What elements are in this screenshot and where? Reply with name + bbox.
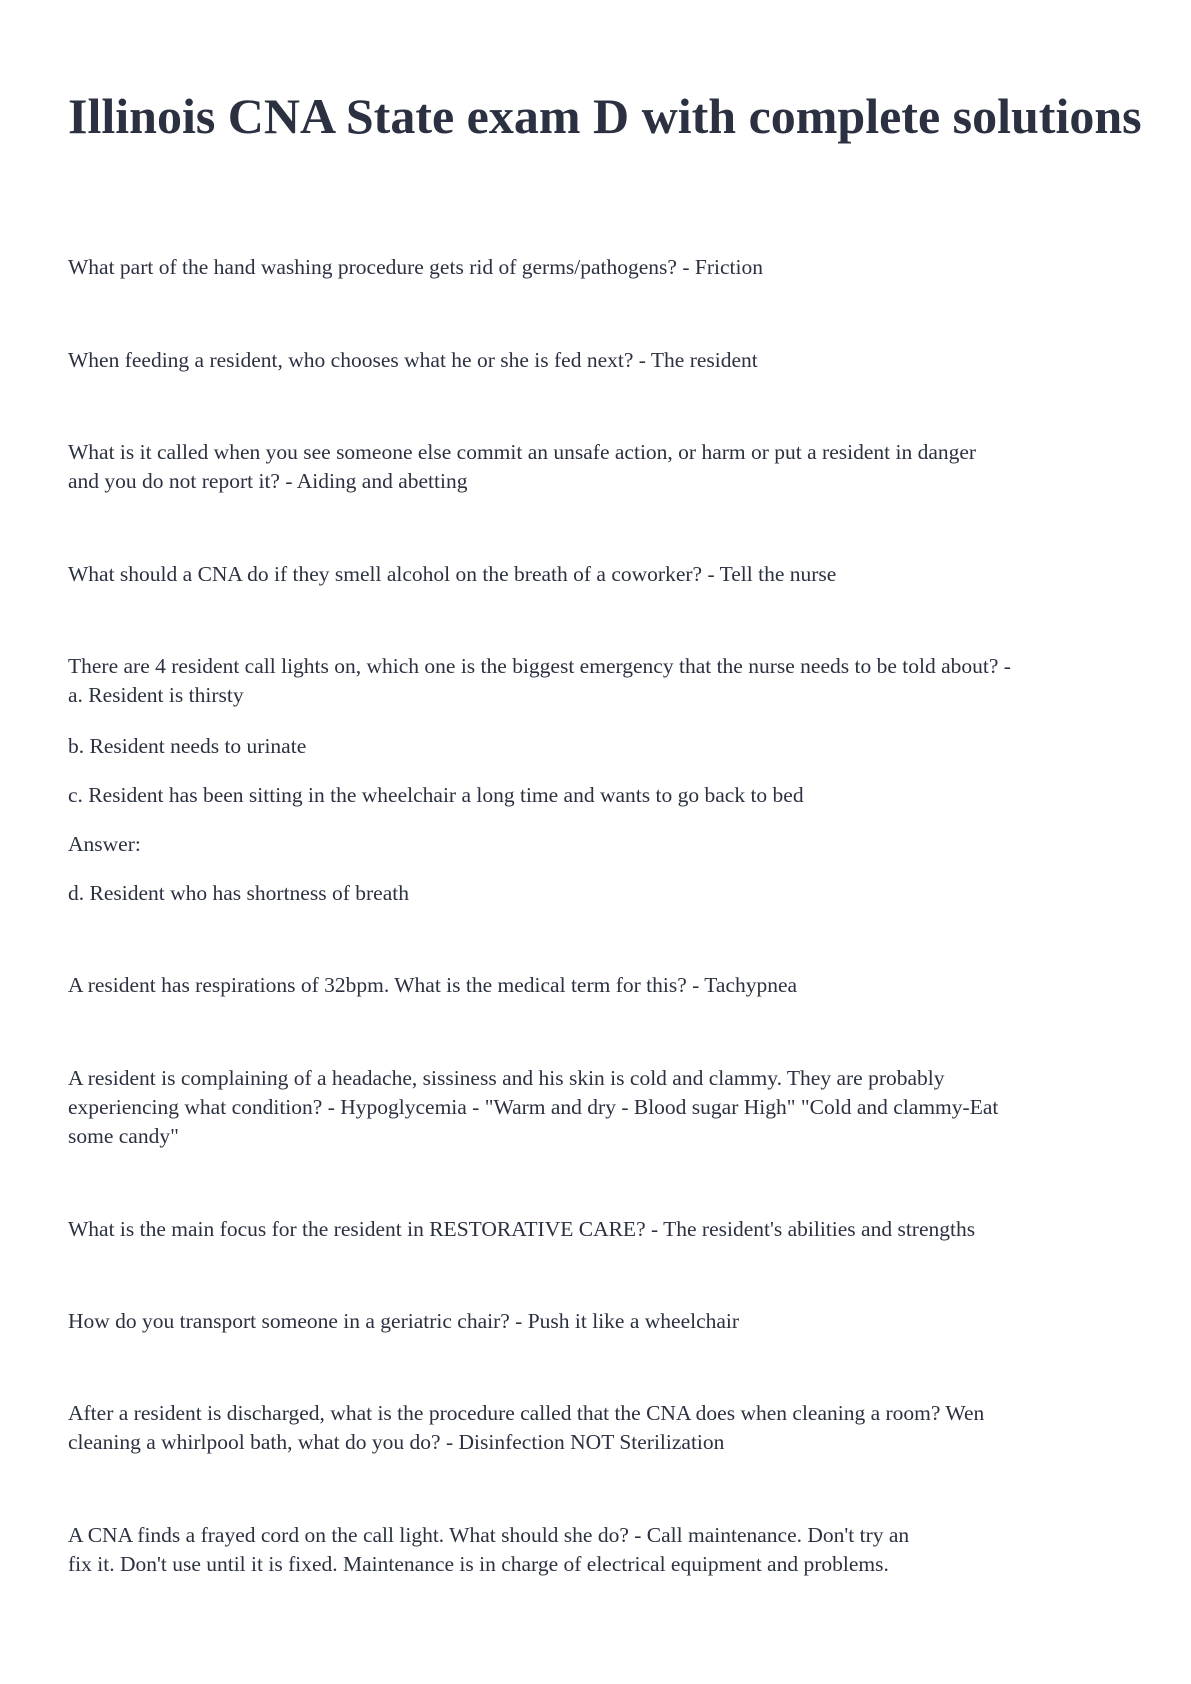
qa-line: d. Resident who has shortness of breath: [68, 881, 409, 905]
qa-line: What part of the hand washing procedure gets rid of germs/pathogens? - Friction: [68, 255, 763, 279]
qa-line: What should a CNA do if they smell alcohol on the breath of a coworker? - Tell the nurse: [68, 562, 837, 586]
qa-line: fix it. Don't use until it is fixed. Maintenance is in charge of electrical equipment and problems.: [68, 1552, 889, 1576]
qa-item-call-lights: [68, 652, 1128, 710]
qa-item-hand-washing: [68, 253, 1128, 282]
qa-line: a. Resident is thirsty: [68, 683, 244, 707]
qa-line: some candy": [68, 1124, 179, 1148]
qa-line: A CNA finds a frayed cord on the call light. What should she do? - Call maintenance. Don't try an: [68, 1523, 910, 1547]
qa-line: How do you transport someone in a geriatric chair? - Push it like a wheelchair: [68, 1309, 740, 1333]
qa-item-respirations: [68, 971, 1128, 1000]
qa-line: After a resident is discharged, what is the procedure called that the CNA does when cleaning a room? Wen: [68, 1401, 985, 1425]
qa-item-hypoglycemia: [68, 1064, 1128, 1151]
qa-item-disinfection: [68, 1399, 1128, 1457]
qa-line: When feeding a resident, who chooses what he or she is fed next? - The resident: [68, 348, 758, 372]
qa-line: A resident is complaining of a headache, sissiness and his skin is cold and clammy. They are probably: [68, 1066, 945, 1090]
qa-option-d: [68, 879, 1128, 908]
qa-item-alcohol: [68, 560, 1128, 589]
qa-line: What is it called when you see someone else commit an unsafe action, or harm or put a resident in danger: [68, 440, 977, 464]
qa-line: b. Resident needs to urinate: [68, 734, 307, 758]
document-title: Illinois CNA State exam D with complete solutions: [68, 88, 1142, 144]
qa-line: What is the main focus for the resident in RESTORATIVE CARE? - The resident's abilities and strengths: [68, 1217, 976, 1241]
qa-line: There are 4 resident call lights on, which one is the biggest emergency that the nurse needs to be told about? -: [68, 654, 1011, 678]
qa-option-c: [68, 781, 1128, 810]
qa-item-feeding: [68, 346, 1128, 375]
qa-item-geriatric-chair: [68, 1307, 1128, 1336]
qa-answer-label: [68, 830, 1128, 859]
qa-item-frayed-cord: [68, 1521, 1128, 1579]
qa-line: and you do not report it? - Aiding and abetting: [68, 469, 468, 493]
qa-option-b: [68, 732, 1128, 761]
qa-line: cleaning a whirlpool bath, what do you do? - Disinfection NOT Sterilization: [68, 1430, 725, 1454]
qa-line: c. Resident has been sitting in the wheelchair a long time and wants to go back to bed: [68, 783, 804, 807]
qa-item-restorative-care: [68, 1215, 1128, 1244]
qa-item-aiding-abetting: [68, 438, 1128, 496]
qa-line: Answer:: [68, 832, 141, 856]
qa-line: experiencing what condition? - Hypoglycemia - "Warm and dry - Blood sugar High" "Cold and clammy-Eat: [68, 1095, 999, 1119]
qa-line: A resident has respirations of 32bpm. What is the medical term for this? - Tachypnea: [68, 973, 798, 997]
